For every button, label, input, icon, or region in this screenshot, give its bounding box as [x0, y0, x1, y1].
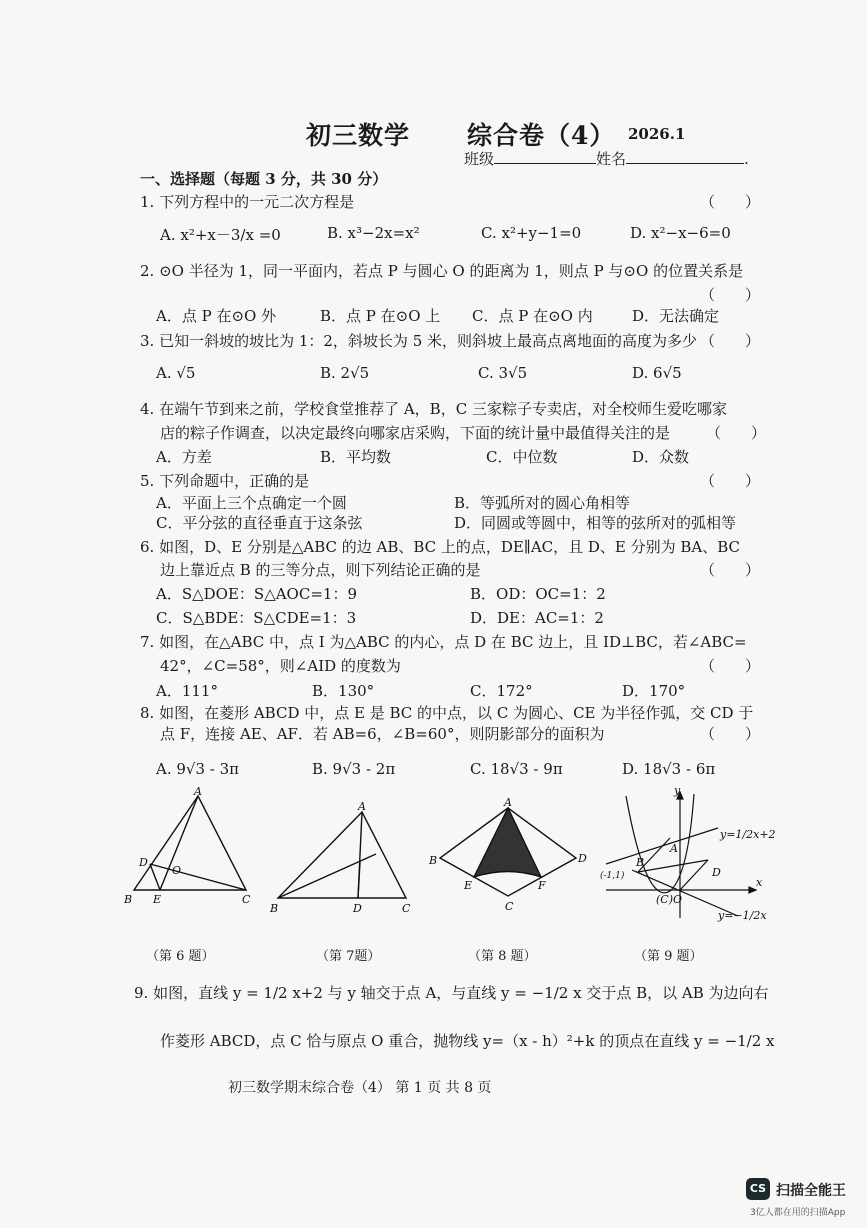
fig6-label-o: O — [172, 864, 182, 877]
q3-option-d: D. 6√5 — [632, 364, 682, 382]
fig9-label-a: A — [670, 842, 678, 855]
fig7-caption: （第 7题） — [316, 949, 381, 964]
figure-8 — [428, 796, 588, 912]
q5-option-d: D．同圆或等圆中，相等的弦所对的弧相等 — [454, 514, 737, 532]
fig9-label-line1: y=1/2x+2 — [720, 828, 776, 841]
fig7-label-a: A — [358, 800, 366, 813]
class-label: 班级 — [464, 150, 495, 168]
q5-option-c: C．平分弦的直径垂直于这条弦 — [156, 514, 363, 532]
q4-option-a: A．方差 — [156, 448, 212, 466]
fig9-label-x-axis: x — [756, 876, 763, 889]
q7-option-c: C．172° — [470, 682, 533, 700]
scanner-tagline: 3亿人都在用的扫描App — [750, 1208, 846, 1218]
q3-answer-paren[interactable]: （ ） — [700, 332, 761, 350]
q1-option-a: A. x²+x－3/x =0 — [160, 226, 281, 244]
q5-answer-paren[interactable]: （ ） — [700, 472, 761, 490]
q6-stem-line2: 边上靠近点 B 的三等分点，则下列结论正确的是 — [160, 561, 481, 579]
q4-option-c: C．中位数 — [486, 448, 558, 466]
scanner-logo: CS — [746, 1178, 770, 1200]
q5-stem: 5. 下列命题中，正确的是 — [140, 472, 310, 490]
q1-option-b: B. x³−2x=x² — [327, 224, 420, 242]
q6-stem-line1: 6. 如图，D、E 分别是△ABC 的边 AB、BC 上的点，DE∥AC，且 D、E 分别为 BA、BC — [140, 538, 741, 556]
q2-stem: 2. ⊙O 半径为 1，同一平面内，若点 P 与圆心 O 的距离为 1，则点 P 与⊙O 的位置关系是 — [140, 262, 744, 280]
fig7-label-b: B — [270, 902, 279, 915]
class-name-row: 班级 姓名 . — [464, 150, 749, 168]
q1-answer-paren[interactable]: （ ） — [700, 193, 761, 211]
title-paper: 综合卷（4） — [467, 121, 616, 150]
fig6-label-c: C — [242, 893, 251, 906]
q4-stem-line1: 4. 在端午节到来之前，学校食堂推荐了 A，B，C 三家粽子专卖店，对全校师生爱吃哪家 — [140, 400, 727, 418]
q7-stem-line1: 7. 如图，在△ABC 中，点 I 为△ABC 的内心，点 D 在 BC 边上，且 ID⊥BC，若∠ABC= — [140, 633, 747, 651]
q2-option-c: C．点 P 在⊙O 内 — [472, 307, 593, 325]
fig6-label-d: D — [139, 856, 148, 869]
q8-stem-line1: 8. 如图，在菱形 ABCD 中，点 E 是 BC 的中点，以 C 为圆心、CE 为半径作弧，交 CD 于 — [140, 704, 754, 722]
fig8-label-f: F — [538, 879, 546, 892]
q7-option-a: A．111° — [156, 682, 218, 700]
fig6-label-b: B — [124, 893, 133, 906]
class-blank[interactable] — [494, 149, 596, 164]
figure-9 — [598, 784, 776, 926]
q5-option-b: B．等弧所对的圆心角相等 — [454, 494, 631, 512]
q7-answer-paren[interactable]: （ ） — [700, 657, 761, 675]
fig9-label-co: (C)O — [656, 893, 683, 906]
q2-option-d: D．无法确定 — [632, 307, 720, 325]
fig9-caption: （第 9 题） — [634, 949, 703, 964]
q6-option-c: C．S△BDE：S△CDE=1：3 — [156, 609, 357, 627]
fig9-label-d: D — [712, 866, 721, 879]
fig8-label-b: B — [429, 854, 438, 867]
q8-option-d: D. 18√3 - 6π — [622, 760, 716, 778]
q6-answer-paren[interactable]: （ ） — [700, 561, 761, 579]
q6-option-b: B．OD：OC=1：2 — [470, 585, 606, 603]
q8-stem-line2: 点 F，连接 AE、AF．若 AB=6，∠B=60°，则阴影部分的面积为 — [160, 725, 605, 743]
q7-option-b: B．130° — [312, 682, 375, 700]
fig8-label-d: D — [578, 852, 587, 865]
fig8-label-a: A — [504, 796, 512, 809]
fig8-label-c: C — [505, 900, 514, 913]
q2-answer-paren[interactable]: （ ） — [700, 286, 761, 304]
fig9-label-b: B — [636, 856, 645, 869]
q3-option-b: B. 2√5 — [320, 364, 370, 382]
q7-stem-line2: 42°，∠C=58°，则∠AID 的度数为 — [160, 657, 401, 675]
figure-7 — [268, 800, 418, 916]
section-heading: 一、选择题（每题 3 分，共 30 分） — [140, 170, 388, 188]
fig7-label-d: D — [353, 902, 362, 915]
fig9-label-point: (-1,1) — [600, 871, 625, 881]
q8-answer-paren[interactable]: （ ） — [700, 725, 761, 743]
q3-option-c: C. 3√5 — [478, 364, 528, 382]
fig7-label-c: C — [402, 902, 411, 915]
exam-date: 2026.1 — [628, 125, 686, 143]
fig6-caption: （第 6 题） — [146, 949, 215, 964]
q2-option-a: A．点 P 在⊙O 外 — [156, 307, 277, 325]
q1-option-d: D. x²−x−6=0 — [630, 224, 731, 242]
q8-option-a: A. 9√3 - 3π — [156, 760, 240, 778]
q4-answer-paren[interactable]: （ ） — [706, 424, 767, 442]
q4-option-b: B．平均数 — [320, 448, 392, 466]
q7-option-d: D．170° — [622, 682, 686, 700]
q9-stem-line1: 9. 如图，直线 y = 1/2 x+2 与 y 轴交于点 A，与直线 y = −1/2 x 交于点 B，以 AB 为边向右 — [134, 984, 769, 1002]
q3-option-a: A. √5 — [156, 364, 196, 382]
fig6-label-e: E — [153, 893, 162, 906]
q9-stem-line2: 作菱形 ABCD，点 C 恰与原点 O 重合，抛物线 y=（x - h）²+k 的顶点在直线 y = −1/2 x — [160, 1032, 775, 1050]
fig8-caption: （第 8 题） — [468, 949, 537, 964]
fig9-label-line2: y=−1/2x — [718, 909, 767, 922]
name-blank[interactable] — [626, 149, 744, 164]
q8-option-c: C. 18√3 - 9π — [470, 760, 563, 778]
figure-6 — [120, 786, 260, 916]
q8-option-b: B. 9√3 - 2π — [312, 760, 396, 778]
q1-option-c: C. x²+y−1=0 — [481, 224, 582, 242]
q5-option-a: A．平面上三个点确定一个圆 — [156, 494, 347, 512]
q4-option-d: D．众数 — [632, 448, 690, 466]
fig8-label-e: E — [464, 879, 473, 892]
name-label: 姓名 — [596, 150, 627, 168]
scanner-name: 扫描全能王 — [776, 1183, 846, 1199]
fig9-label-y-axis: y — [674, 784, 681, 797]
q3-stem: 3. 已知一斜坡的坡比为 1：2，斜坡长为 5 米，则斜坡上最高点离地面的高度为多少 — [140, 332, 698, 350]
q6-option-a: A．S△DOE：S△AOC=1：9 — [156, 585, 357, 603]
page-footer: 初三数学期末综合卷（4） 第 1 页 共 8 页 — [228, 1080, 492, 1096]
q1-stem: 1. 下列方程中的一元二次方程是 — [140, 193, 355, 211]
q6-option-d: D．DE：AC=1：2 — [470, 609, 604, 627]
title-subject: 初三数学 — [306, 121, 411, 150]
q4-stem-line2: 店的粽子作调查，以决定最终向哪家店采购，下面的统计量中最值得关注的是 — [160, 424, 671, 442]
fig6-label-a: A — [194, 785, 202, 798]
q2-option-b: B．点 P 在⊙O 上 — [320, 307, 441, 325]
